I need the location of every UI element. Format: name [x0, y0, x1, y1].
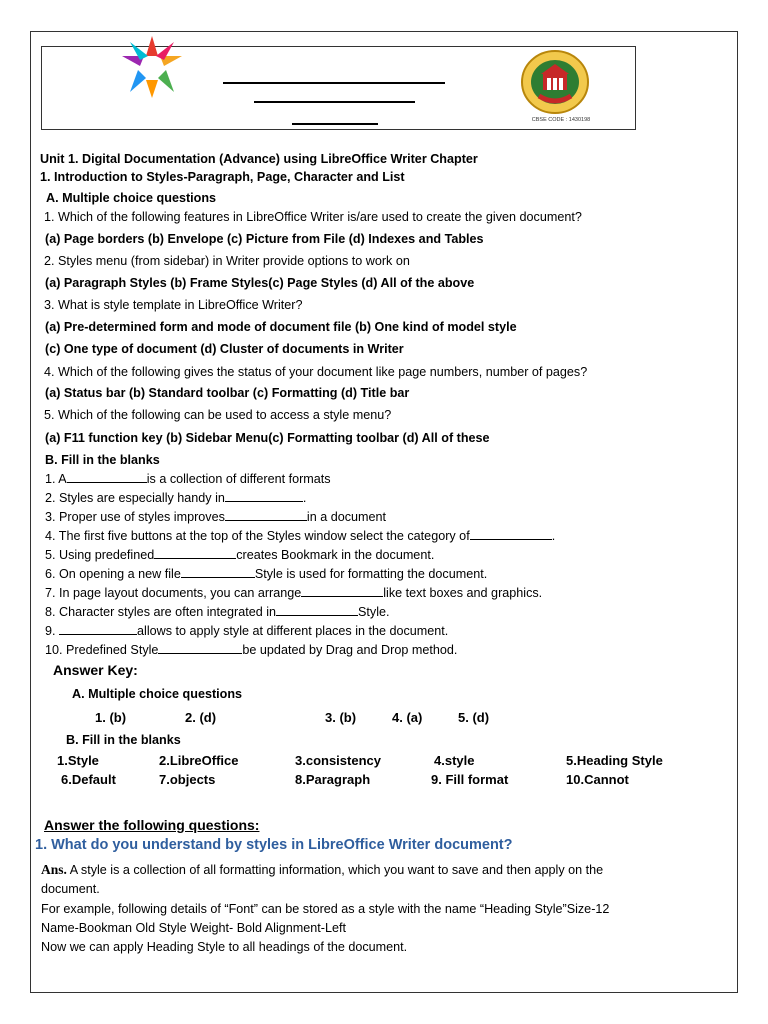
answer-mcq: 2. (d)	[185, 710, 217, 725]
answer-paragraph-line: document.	[41, 882, 100, 896]
fill-item: 2. Styles are especially handy in .	[45, 491, 307, 505]
fill-item: 9. allows to apply style at different places in the document.	[45, 624, 449, 638]
fill-item: 8. Character styles are often integrated in Style.	[45, 605, 390, 619]
answer-mcq: 1. (b)	[95, 710, 127, 725]
fill-item: 10. Predefined Style be updated by Drag and Drop method.	[45, 643, 458, 657]
answer-fill: 8.Paragraph	[295, 772, 371, 787]
long-question: 1. What do you understand by styles in LibreOffice Writer document?	[35, 837, 513, 853]
section-a-heading: A. Multiple choice questions	[46, 191, 217, 205]
answer-mcq: 5. (d)	[458, 710, 490, 725]
mcq-options: (a) Page borders (b) Envelope (c) Picture from File (d) Indexes and Tables	[45, 232, 484, 246]
answer-fill-heading: B. Fill in the blanks	[66, 733, 181, 747]
answer-fill: 3.consistency	[295, 753, 381, 768]
mcq-question: 5. Which of the following can be used to access a style menu?	[44, 408, 392, 422]
answer-fill: 5.Heading Style	[566, 753, 663, 768]
mcq-options: (a) Status bar (b) Standard toolbar (c) Formatting (d) Title bar	[45, 386, 410, 400]
fill-item: 5. Using predefined creates Bookmark in the document.	[45, 548, 435, 562]
mcq-question: 2. Styles menu (from sidebar) in Writer provide options to work on	[44, 254, 410, 268]
answer-paragraph-line: Ans. A style is a collection of all formatting information, which you want to save and then apply on the	[41, 862, 604, 877]
answer-paragraph-line: Name-Bookman Old Style Weight- Bold Alignment-Left	[41, 921, 346, 935]
mcq-question: 4. Which of the following gives the status of your document like page numbers, number of pages?	[44, 365, 588, 379]
answer-mcq-heading: A. Multiple choice questions	[72, 687, 243, 701]
school-seal-logo-icon	[509, 48, 601, 126]
mcq-options: (a) Pre-determined form and mode of document file (b) One kind of model style	[45, 320, 517, 334]
answer-fill: 9. Fill format	[431, 772, 509, 787]
fill-item: 4. The first five buttons at the top of the Styles window select the category of .	[45, 529, 556, 543]
answer-paragraph-line: Now we can apply Heading Style to all headings of the document.	[41, 940, 408, 954]
answer-fill: 10.Cannot	[566, 772, 629, 787]
fill-item: 7. In page layout documents, you can arrange like text boxes and graphics.	[45, 586, 543, 600]
answer-fill: 7.objects	[159, 772, 216, 787]
section-b-heading: B. Fill in the blanks	[45, 453, 160, 467]
fill-item: 3. Proper use of styles improves in a document	[45, 510, 387, 524]
answer-paragraph-line: For example, following details of “Font” can be stored as a style with the name “Heading Style”Size-12	[41, 902, 610, 916]
title-line-1	[223, 82, 445, 84]
title-line-2	[254, 101, 415, 103]
answer-section-heading: Answer the following questions:	[44, 817, 260, 833]
mcq-question: 3. What is style template in LibreOffice Writer?	[44, 298, 303, 312]
mcq-options: (a) Paragraph Styles (b) Frame Styles(c) Page Styles (d) All of the above	[45, 276, 475, 290]
seal-caption: CBSE CODE : 1430198	[531, 117, 591, 123]
answer-key-title: Answer Key:	[53, 662, 138, 678]
mcq-question: 1. Which of the following features in LibreOffice Writer is/are used to create the given document?	[44, 210, 582, 224]
fill-item: 1. A is a collection of different formats	[45, 472, 331, 486]
title-line-3	[292, 123, 378, 125]
answer-fill: 1.Style	[57, 753, 99, 768]
answer-mcq: 3. (b)	[325, 710, 357, 725]
chapter-title: 1. Introduction to Styles-Paragraph, Page, Character and List	[40, 170, 405, 184]
fill-item: 6. On opening a new file Style is used for formatting the document.	[45, 567, 488, 581]
unit-title: Unit 1. Digital Documentation (Advance) using LibreOffice Writer Chapter	[40, 152, 478, 166]
answer-fill: 2.LibreOffice	[159, 753, 239, 768]
answer-mcq: 4. (a)	[392, 710, 423, 725]
star-flower-logo-icon	[102, 32, 202, 100]
mcq-options: (c) One type of document (d) Cluster of documents in Writer	[45, 342, 404, 356]
answer-fill: 4.style	[434, 753, 475, 768]
mcq-options: (a) F11 function key (b) Sidebar Menu(c) Formatting toolbar (d) All of these	[45, 431, 490, 445]
answer-fill: 6.Default	[61, 772, 116, 787]
